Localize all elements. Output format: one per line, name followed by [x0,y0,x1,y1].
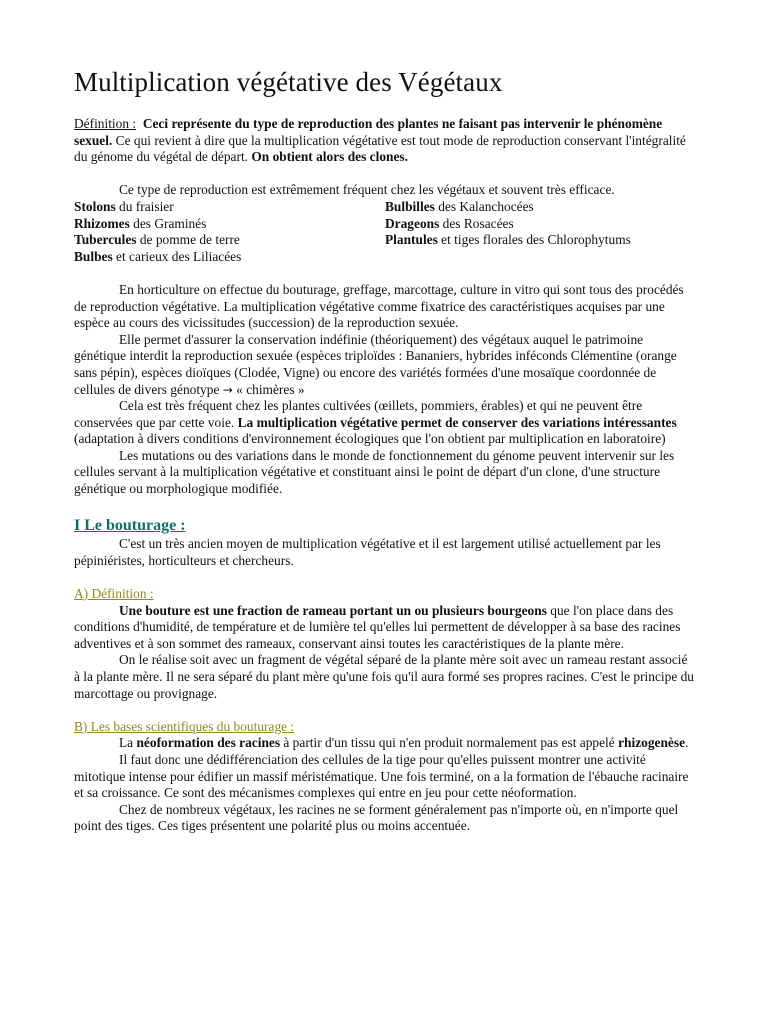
example-term: Bulbilles [385,198,435,214]
examples-row [74,199,696,216]
examples-row [74,216,696,233]
subsection-heading-bases: B) Les bases scientifiques du bouturage : [74,718,295,734]
example-term: Tubercules [74,232,137,248]
horticulture-paragraph: En horticulture on effectue du bouturage, greffage, marcottage, culture in vitro qui sont tous des procédés de reproduction végétative. La multiplication végétative comme fixatrice des caractéristiques acquises par une espèce au cours des vicissitudes (succession) de la reproduction sexuée. [74,281,684,331]
arrow-icon: → [222,382,233,397]
rhizo-bold: néoformation des racines [136,735,281,751]
example-desc: des Graminés [129,215,207,231]
subsection-heading-definition: A) Définition : [74,586,154,602]
bouturage-intro: C'est un très ancien moyen de multiplication végétative et il est largement utilisé actuellement par les pépiniéristes, horticulteurs et chercheurs. [74,536,661,568]
definition-paragraph [74,116,696,166]
conservation-tail: « chimères » [232,381,305,397]
intro-line: Ce type de reproduction est extrêmement fréquent chez les végétaux et souvent très efficace. [119,182,615,198]
example-term: Plantules [385,232,438,248]
cela-text: Cela est très fréquent chez les plantes cultivées (œillets, pommiers, érables) et qui ne peuvent être conservées que par cette voie. [74,398,643,430]
definition-text: Ce qui revient à dire que la multiplication végétative est tout mode de reproduction conservant l'intégralité du génome du végétal de départ. [74,132,686,165]
example-desc: du fraisier [115,198,174,214]
rhizo-text-b: à partir d'un tissu qui n'en produit normalement pas est appelé [280,735,619,751]
cela-bold: La multiplication végétative permet de conserver des variations intéressantes [237,414,677,430]
example-desc: de pomme de terre [136,232,240,248]
cela-text-end: (adaptation à divers conditions d'environnement écologiques que l'on obtient par multiplication en laboratoire) [74,431,666,447]
conservation-paragraph [74,332,696,398]
example-desc: des Rosacées [439,215,514,231]
example-desc: et carieux des Liliacées [112,248,242,264]
section-heading-bouturage: I Le bouturage : [74,517,186,535]
definition-label: Définition : [74,116,137,131]
examples-row [74,232,696,249]
example-desc: et tiges florales des Chlorophytums [437,232,631,248]
example-term: Bulbes [74,248,113,264]
examples-table [74,199,696,265]
mutations-paragraph: Les mutations ou des variations dans le monde de fonctionnement du génome peuvent intervenir sur les cellules servant à la multiplication végétative et constituant ainsi le point de départ d'un clone, d'une structure génétique ou morphologique modifiée. [74,447,675,497]
marcottage-paragraph: On le réalise soit avec un fragment de végétal séparé de la plante mère soit avec un rameau restant associé à la plante mère. Il ne sera séparé du plant mère qu'une fois qu'il aura formé ses propres racines. C'est le principe du marcottage ou provignage. [74,652,694,701]
bouture-definition [74,603,696,653]
document-body [74,116,696,835]
example-term: Drageons [385,215,440,231]
rhizo-term: rhizogenèse [618,735,686,751]
bouture-bold: Une bouture est une fraction de rameau portant un ou plusieurs bourgeons [119,602,547,618]
rhizogenese-paragraph [74,735,696,752]
example-term: Stolons [74,198,116,214]
rhizo-text-a: La [119,735,137,751]
examples-row [74,249,696,266]
rhizo-text-c: . [685,735,689,751]
bouture-text: que l'on place dans des conditions d'humidité, de température et de lumière tel qu'elles lui permettent de développer à sa base des racines adventives et à son sommet des rameaux, conservant ainsi toutes les caractéristiques de la plante mère. [74,602,681,651]
example-term: Rhizomes [74,215,130,231]
example-desc: des Kalanchocées [434,198,534,214]
polarite-paragraph: Chez de nombreux végétaux, les racines ne se forment généralement pas n'importe où, en n'importe quel point des tiges. Ces tiges présentent une polarité plus ou moins accentuée. [74,801,679,834]
definition-clones: On obtient alors des clones. [251,149,408,165]
page-title: Multiplication végétative des Végétaux [74,67,503,97]
dedifferenciation-paragraph: Il faut donc une dédifférenciation des cellules de la tige pour qu'elles puissent montrer une activité mitotique intense pour édifier un massif méristématique. Une fois terminé, on a la formation de l'ébauche racinaire et sa croissance. Ce sont des mécanismes complexes qui entre en jeu pour cette néoformation. [74,751,689,801]
cela-paragraph [74,398,696,448]
definition-bold: Ceci représente du type de reproduction des plantes ne faisant pas intervenir le phénomène sexuel. [74,116,663,148]
conservation-text: Elle permet d'assurer la conservation indéfinie (théoriquement) des végétaux auquel le patrimoine génétique interdit la reproduction sexuée (espèces triploïdes : Bananiers, hybrides inféconds Clémentine (orange sans pépin), espèces dioïques (Clodée, Vigne) ou encore des variétés formées d'une mosaïque coordonnée de cellules de divers génotype [74,331,677,397]
